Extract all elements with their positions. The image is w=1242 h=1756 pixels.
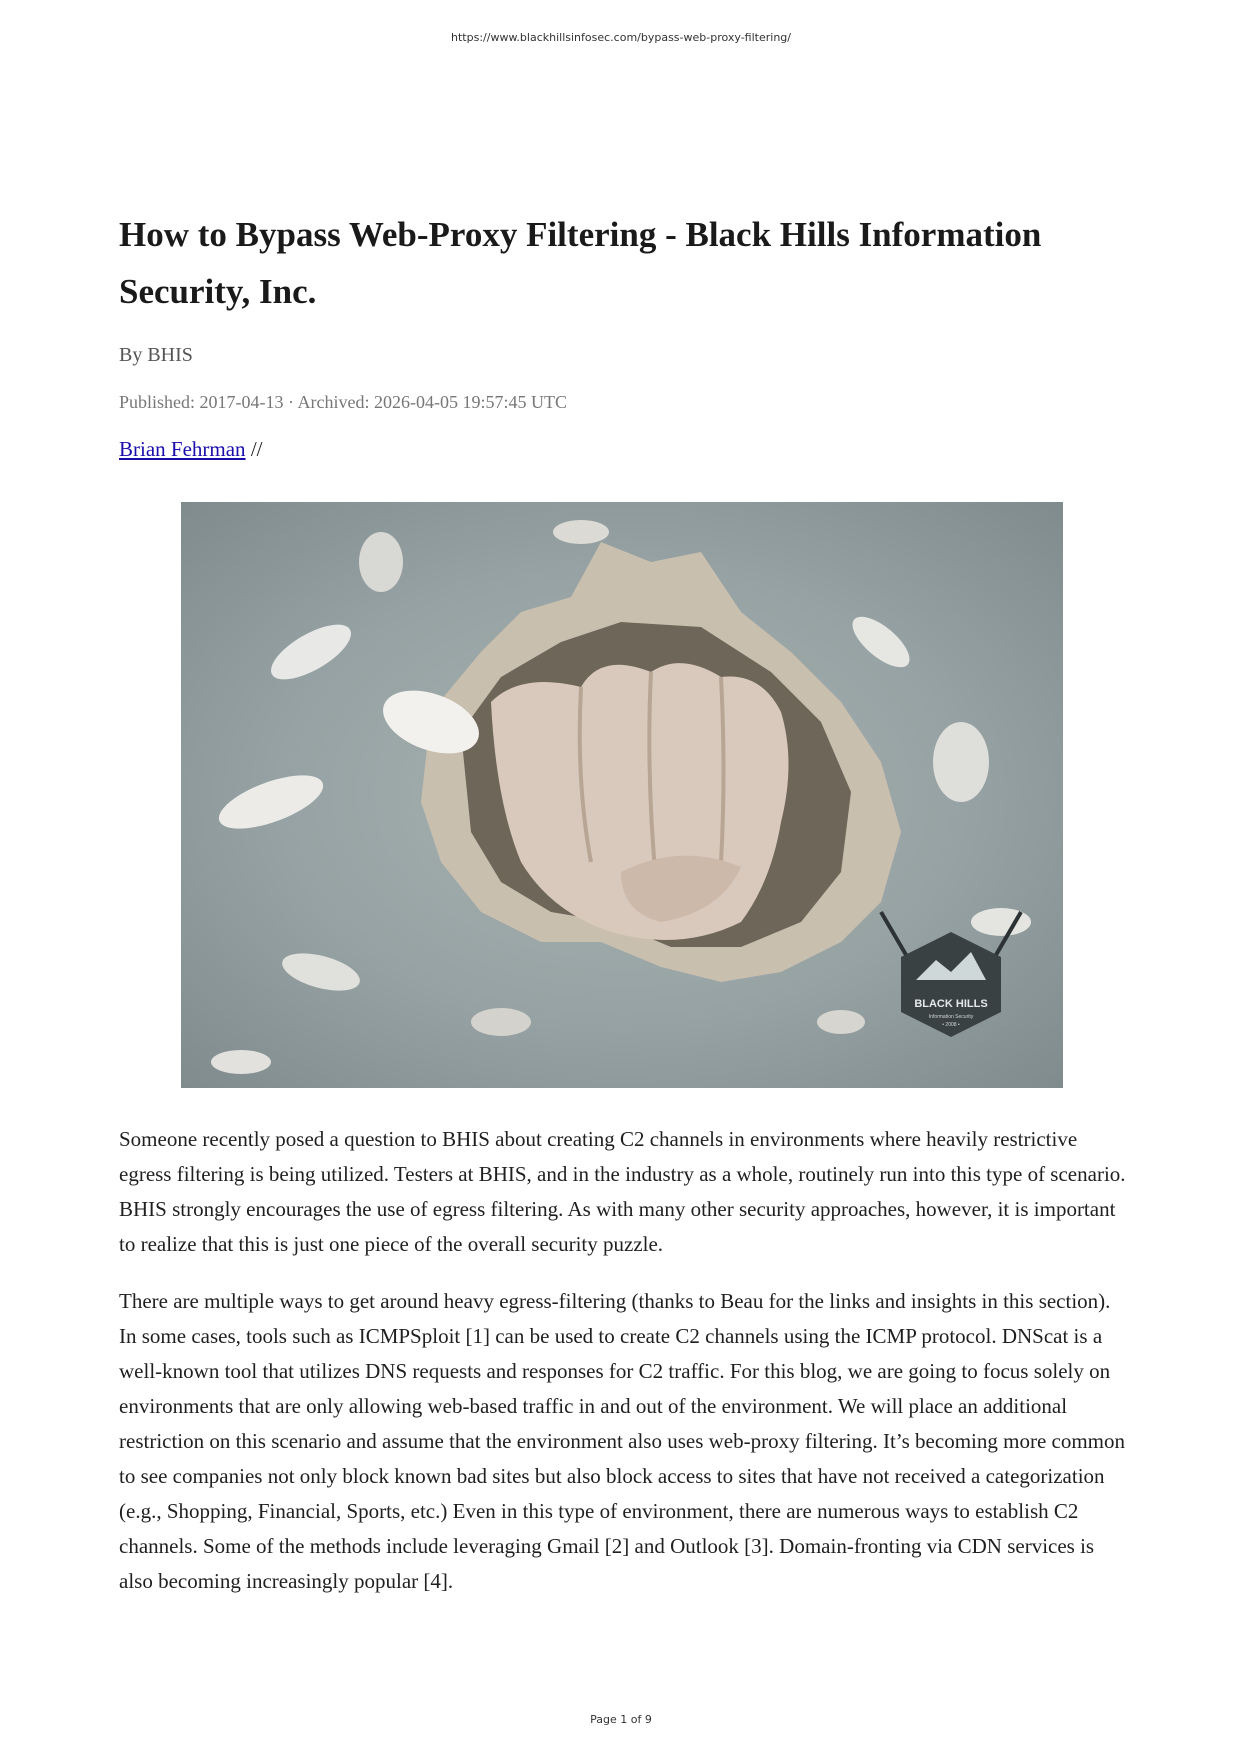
fist-illustration <box>181 502 1063 1088</box>
article-title: How to Bypass Web-Proxy Filtering - Black Hills Information Security, Inc. <box>119 215 1042 311</box>
author-suffix: // <box>245 437 263 461</box>
paragraph-2: There are multiple ways to get around heavy egress-filtering (thanks to Beau for the links and insights in this section). In some cases, tools such as ICMPSploit [1] can be used to create C2 channels using the ICMP protocol. DNScat is a well-known tool that utilizes DNS requests and responses for C2 traffic. For this blog, we are going to focus solely on environments that are only allowing web-based traffic in and out of the environment. We will place an additional restriction on this scenario and assume that the environment also uses web-proxy filtering. It’s becoming more common to see companies not only block known bad sites but also block access to sites that have not received a categorization (e.g., Shopping, Financial, Sports, etc.) Even in this type of environment, there are numerous ways to establish C2 channels. Some of the methods include leveraging Gmail [2] and Outlook [3]. Domain-fronting via CDN services is also becoming increasingly popular [4]. <box>119 1289 1126 1593</box>
logo-line1: BLACK HILLS <box>914 998 988 1010</box>
logo-line3: • 2008 • <box>942 1022 960 1028</box>
author-link[interactable]: Brian Fehrman <box>119 437 246 461</box>
source-url: https://www.blackhillsinfosec.com/bypass-web-proxy-filtering/ <box>451 31 791 44</box>
logo-line2: Information Security <box>928 1014 974 1020</box>
article-header <box>119 206 1129 462</box>
byline: By BHIS <box>119 344 193 366</box>
author-line <box>119 437 1129 462</box>
published-date: Published: 2017-04-13 · Archived: 2026-04-05 19:57:45 UTC <box>119 392 567 412</box>
hero-image-fist-through-wall <box>181 502 1063 1088</box>
page-number: Page 1 of 9 <box>590 1713 652 1726</box>
paragraph-1: Someone recently posed a question to BHIS about creating C2 channels in environments where heavily restrictive egress filtering is being utilized. Testers at BHIS, and in the industry as a whole, routinely run into this type of scenario. BHIS strongly encourages the use of egress filtering. As with many other security approaches, however, it is important to realize that this is just one piece of the overall security puzzle. <box>119 1127 1126 1256</box>
